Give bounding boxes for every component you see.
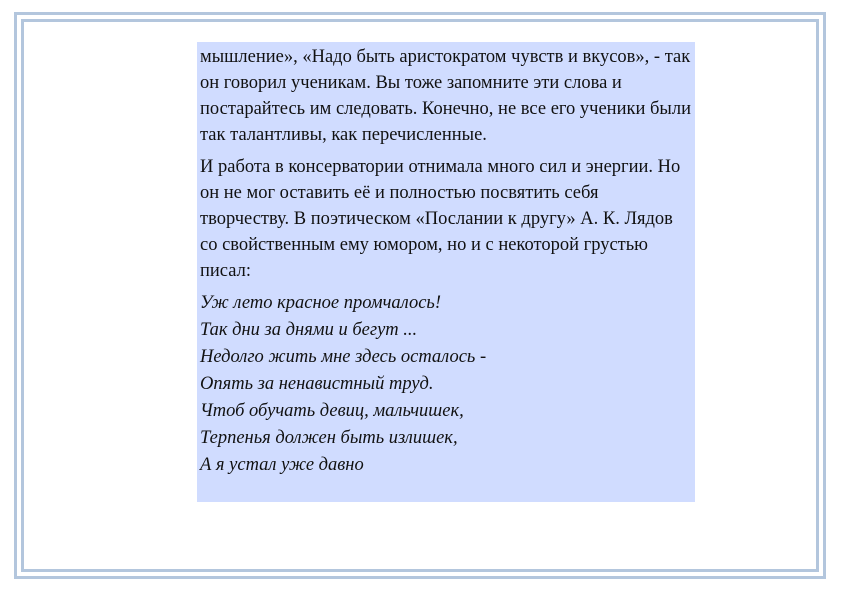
text-box xyxy=(197,42,695,502)
poem-line: Чтоб обучать девиц, мальчишек, xyxy=(200,401,464,421)
poem-line: Недолго жить мне здесь осталось - xyxy=(200,347,487,367)
paragraph-2: И работа в консерватории отнимала много сил и энергии. Но он не мог оставить её и полностью посвятить себя творчеству. В поэтическом «Послании к другу» А. К. Лядов со свойственным ему юмором, но и с некоторой грустью писал: xyxy=(200,157,681,281)
paragraph-1: мышление», «Надо быть аристократом чувств и вкусов», - так он говорил ученикам. Вы тоже запомните эти слова и постарайтесь им следовать. Конечно, не все его ученики были так талантливы, как перечисленные. xyxy=(200,47,691,145)
poem-line: Уж лето красное промчалось! xyxy=(200,293,441,313)
poem-line: Так дни за днями и бегут ... xyxy=(200,320,418,340)
poem-line: Опять за ненавистный труд. xyxy=(200,374,434,394)
poem xyxy=(200,290,691,479)
poem-line: Терпенья должен быть излишек, xyxy=(200,428,458,448)
poem-line: А я устал уже давно xyxy=(200,455,364,475)
